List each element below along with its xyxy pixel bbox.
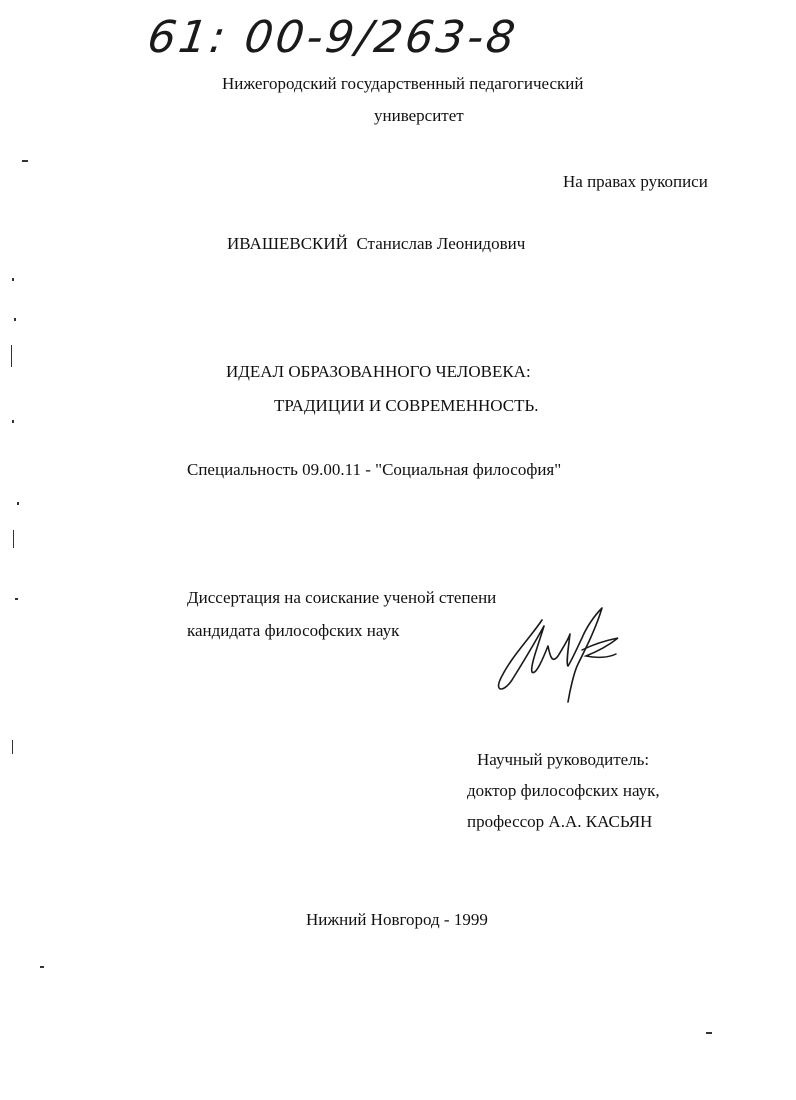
manuscript-rights-note: На правах рукописи [563, 172, 708, 191]
scan-speck [12, 740, 13, 754]
university-name-line1: Нижегородский государственный педагогический [222, 74, 584, 93]
dissertation-title-line2: ТРАДИЦИИ И СОВРЕМЕННОСТЬ. [274, 396, 539, 415]
scan-speck [17, 502, 19, 505]
scan-speck [12, 420, 14, 423]
author-surname: ИВАШЕВСКИЙ [227, 234, 348, 253]
scan-speck [22, 160, 28, 162]
handwritten-archive-number: 61: 00-9/263-8 [144, 12, 521, 63]
supervisor-label: Научный руководитель: [477, 750, 650, 769]
scan-speck [12, 278, 14, 281]
place-and-year: Нижний Новгород - 1999 [306, 910, 488, 929]
scan-speck [13, 530, 14, 548]
scan-speck [706, 1032, 712, 1034]
scan-speck [14, 318, 16, 321]
degree-statement-line2: кандидата философских наук [187, 621, 400, 640]
supervisor-degree: доктор философских наук, [467, 781, 660, 800]
degree-statement-line1: Диссертация на соискание ученой степени [187, 588, 497, 607]
scan-speck [11, 345, 12, 367]
author-given-names: Станислав Леонидович [356, 234, 526, 253]
dissertation-title-line1: ИДЕАЛ ОБРАЗОВАННОГО ЧЕЛОВЕКА: [226, 362, 531, 381]
author-signature [490, 598, 630, 710]
author-name [227, 234, 525, 254]
specialty-line: Специальность 09.00.11 - "Социальная философия" [187, 460, 562, 479]
university-name-line2: университет [374, 106, 464, 125]
scan-speck [15, 598, 18, 600]
scan-speck [40, 966, 44, 968]
supervisor-name: профессор А.А. КАСЬЯН [467, 812, 653, 831]
